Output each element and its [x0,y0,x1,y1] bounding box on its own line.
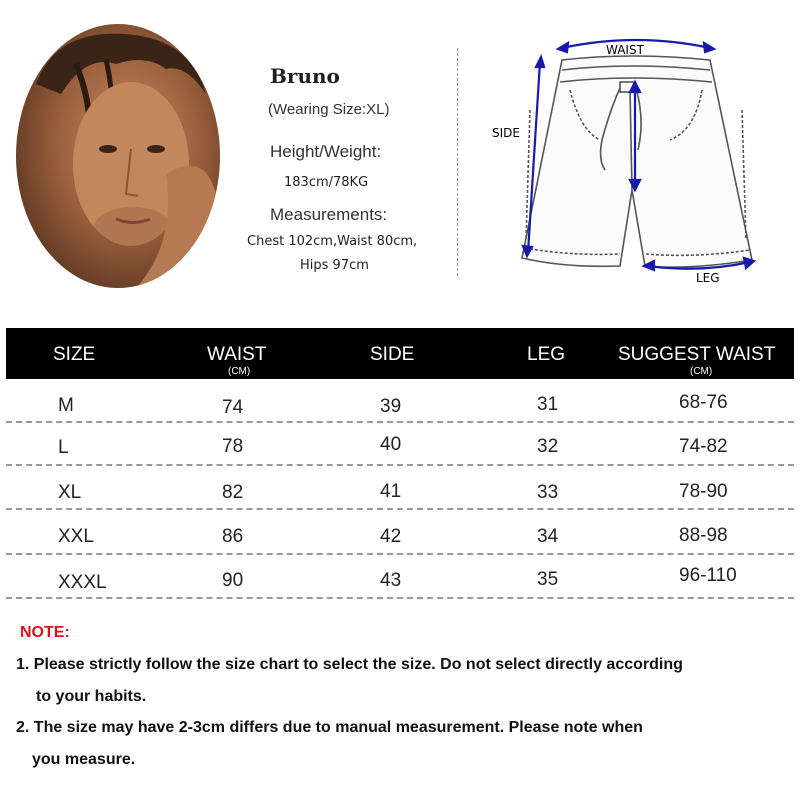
cell-leg: 35 [537,569,559,590]
header-suggest-unit: (CM) [690,366,713,377]
note-title: NOTE: [20,624,70,641]
cell-suggest-waist: 96-110 [679,565,737,586]
cell-leg: 34 [537,526,559,547]
model-photo [16,24,220,288]
cell-size: L [58,437,69,458]
header-suggest-waist: SUGGEST WAIST [618,344,776,365]
note-1-line-2: to your habits. [36,688,147,705]
model-portrait-image [16,24,220,288]
cell-size: M [58,395,74,416]
cell-suggest-waist: 88-98 [679,525,728,546]
row-divider [6,421,794,423]
header-side: SIDE [370,344,415,365]
cell-suggest-waist: 74-82 [679,436,728,457]
cell-leg: 31 [537,394,559,415]
cell-waist: 78 [222,436,244,457]
cell-size: XXXL [58,572,107,593]
measurements-line-2: Hips 97cm [300,258,369,273]
cell-side: 43 [380,570,402,591]
cell-leg: 33 [537,482,559,503]
cell-waist: 86 [222,526,244,547]
waist-diagram-label: WAIST [606,43,644,57]
leg-diagram-label: LEG [696,271,720,285]
cell-waist: 74 [222,397,244,418]
cell-size: XL [58,482,82,503]
row-divider [6,508,794,510]
cell-waist: 82 [222,482,244,503]
header-waist-unit: (CM) [228,366,251,377]
cell-side: 39 [380,396,402,417]
measurements-label: Measurements: [270,205,388,224]
wearing-size: (Wearing Size:XL) [268,101,390,118]
cell-side: 41 [380,481,402,502]
row-divider [6,464,794,466]
header-size: SIZE [53,344,96,365]
cell-side: 42 [380,526,402,547]
shorts-diagram [470,30,780,292]
cell-leg: 32 [537,436,559,457]
note-1-line-1: 1. Please strictly follow the size chart to select the size. Do not select directly according [16,656,683,673]
row-divider [6,553,794,555]
section-divider [457,48,458,276]
height-weight-value: 183cm/78KG [284,175,369,190]
measurements-line-1: Chest 102cm,Waist 80cm, [247,234,418,249]
header-leg: LEG [527,344,566,365]
cell-waist: 90 [222,570,244,591]
side-diagram-label: SIDE [492,126,520,140]
height-weight-label: Height/Weight: [270,142,382,161]
cell-side: 40 [380,434,402,455]
note-2-line-2: you measure. [32,751,136,768]
cell-size: XXL [58,526,94,547]
row-divider [6,597,794,599]
model-name: Bruno [270,64,340,88]
note-2-line-1: 2. The size may have 2-3cm differs due to manual measurement. Please note when [16,719,643,736]
cell-suggest-waist: 68-76 [679,392,728,413]
header-waist: WAIST [207,344,267,365]
cell-suggest-waist: 78-90 [679,481,728,502]
